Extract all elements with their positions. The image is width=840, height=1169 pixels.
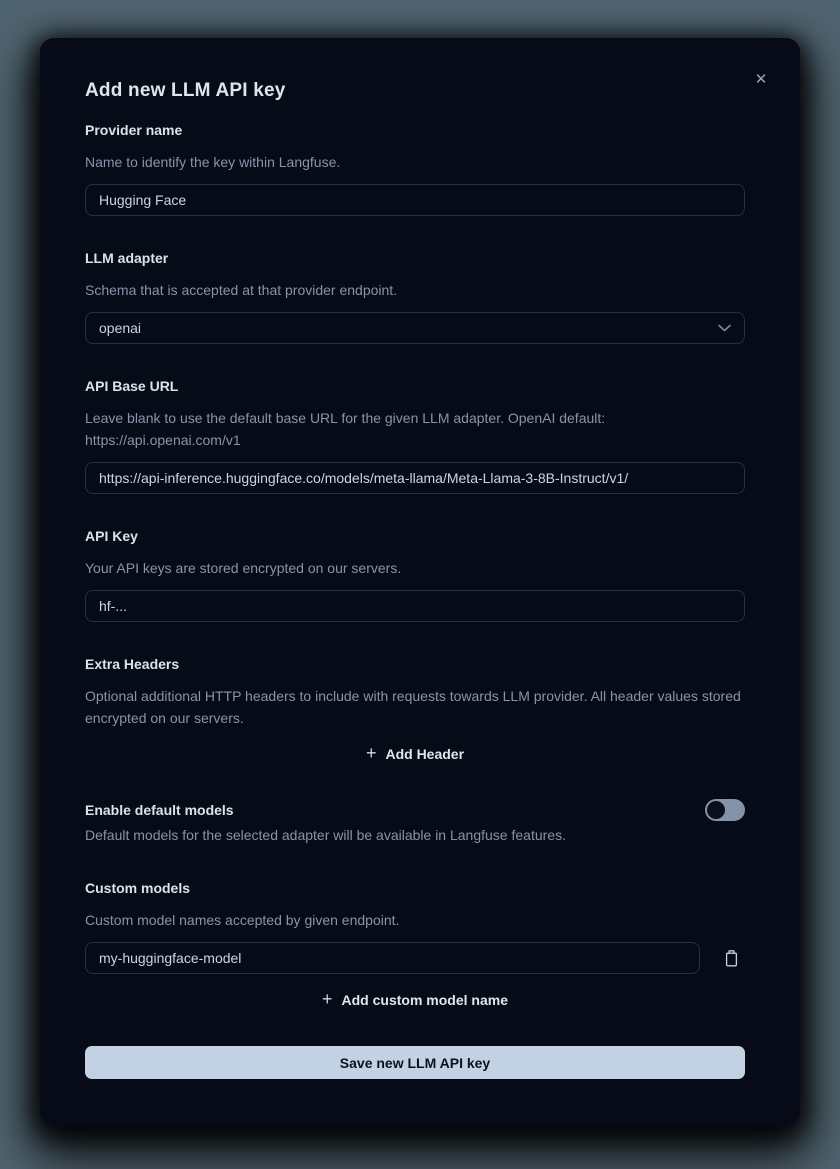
api-base-url-input[interactable] [85,462,745,494]
add-header-button-label: Add Header [385,746,465,762]
extra-headers-description: Optional additional HTTP headers to include with requests towards LLM provider. All header values stored encrypted on our servers. [85,688,741,726]
api-key-description: Your API keys are stored encrypted on our servers. [85,560,402,576]
plus-icon: + [365,743,377,763]
custom-models-group [85,880,745,1014]
api-key-label: API Key [85,528,138,544]
custom-models-label: Custom models [85,880,191,896]
enable-default-models-description: Default models for the selected adapter will be available in Langfuse features. [85,827,566,843]
add-header-button[interactable] [366,740,464,768]
llm-adapter-select[interactable] [85,312,745,344]
api-key-input[interactable] [85,590,745,622]
api-key-group [85,528,745,622]
provider-name-label: Provider name [85,122,183,138]
add-custom-model-button[interactable] [322,986,508,1014]
extra-headers-label: Extra Headers [85,656,180,672]
api-base-url-group [85,378,745,494]
enable-default-models-group [85,802,745,846]
plus-icon: + [322,989,333,1009]
add-custom-model-button-label: Add custom model name [341,992,508,1008]
llm-adapter-label: LLM adapter [85,250,169,266]
custom-models-description: Custom model names accepted by given endpoint. [85,912,400,928]
chevron-down-icon [718,324,731,332]
trash-icon [724,950,739,967]
api-base-url-description: Leave blank to use the default base URL for the given LLM adapter. OpenAI default: https://api.openai.com/v1 [85,410,606,448]
llm-adapter-selected-value: openai [99,320,142,336]
page-title: Add new LLM API key [85,80,286,101]
save-button[interactable]: Save new LLM API key [85,1046,745,1079]
custom-model-row [85,942,745,974]
close-icon[interactable]: ✕ [750,68,772,90]
llm-adapter-description: Schema that is accepted at that provider endpoint. [85,282,398,298]
add-llm-api-key-dialog [40,38,800,1125]
enable-default-models-label: Enable default models [85,802,234,818]
delete-custom-model-button[interactable] [717,944,745,972]
enable-default-models-toggle[interactable] [705,799,745,821]
custom-model-name-input[interactable] [85,942,700,974]
provider-name-description: Name to identify the key within Langfuse. [85,154,341,170]
extra-headers-group [85,656,745,768]
provider-name-group [85,122,745,216]
llm-adapter-group [85,250,745,344]
api-base-url-label: API Base URL [85,378,179,394]
provider-name-input[interactable] [85,184,745,216]
toggle-knob [707,801,725,819]
